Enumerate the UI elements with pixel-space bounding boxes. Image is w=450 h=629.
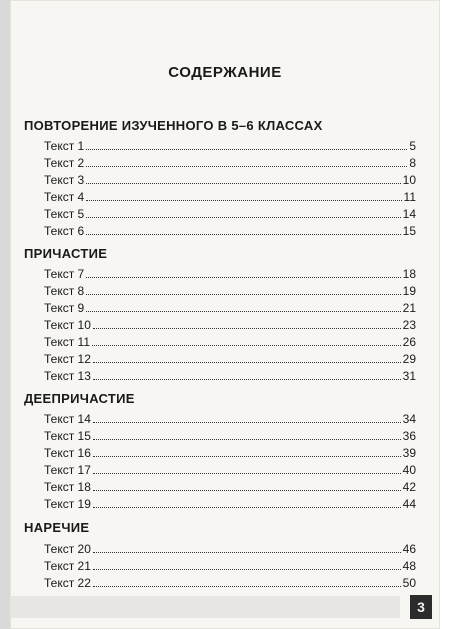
- dot-leader: [86, 276, 400, 278]
- dot-leader: [93, 378, 401, 380]
- toc-entry[interactable]: [44, 495, 416, 511]
- dot-leader: [86, 310, 400, 312]
- entry-page: 11: [403, 190, 416, 204]
- page-left-edge: [0, 0, 10, 629]
- entry-page: 36: [402, 429, 416, 443]
- entry-label: Текст 8: [44, 284, 85, 298]
- entry-label: Текст 11: [44, 335, 91, 349]
- entry-page: 44: [402, 497, 416, 511]
- entry-label: Текст 15: [44, 429, 91, 443]
- toc-entry[interactable]: [44, 410, 416, 426]
- toc-entry[interactable]: [44, 444, 416, 460]
- toc-entry[interactable]: [44, 540, 416, 556]
- entry-label: Текст 4: [44, 190, 85, 204]
- toc-entry[interactable]: [44, 154, 416, 170]
- dot-leader: [93, 455, 401, 457]
- toc-entry[interactable]: [44, 478, 416, 494]
- entry-label: Текст 17: [44, 463, 91, 477]
- page-title: СОДЕРЖАНИЕ: [168, 64, 282, 81]
- entry-label: Текст 5: [44, 207, 85, 221]
- toc-entry[interactable]: [44, 316, 416, 332]
- entry-label: Текст 22: [44, 576, 91, 590]
- toc-entry[interactable]: [44, 367, 416, 383]
- entry-page: 34: [402, 412, 416, 426]
- bottom-band: [10, 596, 400, 618]
- entry-page: 8: [409, 156, 416, 170]
- page-number: 3: [410, 595, 432, 619]
- entry-page: 42: [402, 480, 416, 494]
- toc-entry[interactable]: [44, 282, 416, 298]
- toc-entry[interactable]: [44, 137, 416, 153]
- entry-page: 29: [402, 352, 416, 366]
- entry-label: Текст 3: [44, 173, 85, 187]
- entry-page: 31: [402, 369, 416, 383]
- dot-leader: [86, 293, 400, 295]
- dot-leader: [93, 506, 401, 508]
- toc-entry[interactable]: [44, 222, 416, 238]
- toc-entry[interactable]: [44, 188, 416, 204]
- section-title: НАРЕЧИЕ: [24, 520, 90, 535]
- entry-label: Текст 14: [44, 412, 91, 426]
- toc-entry[interactable]: [44, 299, 416, 315]
- dot-leader: [93, 585, 401, 587]
- entry-label: Текст 20: [44, 542, 91, 556]
- dot-leader: [86, 233, 400, 235]
- entry-page: 14: [402, 207, 416, 221]
- dot-leader: [86, 182, 400, 184]
- dot-leader: [93, 551, 401, 553]
- entry-label: Текст 19: [44, 497, 91, 511]
- section-title: ДЕЕПРИЧАСТИЕ: [24, 391, 135, 406]
- entry-label: Текст 1: [44, 139, 85, 153]
- dot-leader: [93, 327, 401, 329]
- toc-entry[interactable]: [44, 574, 416, 590]
- entry-page: 48: [402, 559, 416, 573]
- entry-page: 39: [402, 446, 416, 460]
- entry-label: Текст 2: [44, 156, 85, 170]
- entry-label: Текст 18: [44, 480, 91, 494]
- dot-leader: [93, 361, 401, 363]
- toc-entry[interactable]: [44, 333, 416, 349]
- entry-page: 50: [402, 576, 416, 590]
- section-title: ПРИЧАСТИЕ: [24, 246, 108, 261]
- entry-page: 19: [402, 284, 416, 298]
- entry-page: 15: [402, 224, 416, 238]
- entry-label: Текст 13: [44, 369, 91, 383]
- toc-entry[interactable]: [44, 205, 416, 221]
- dot-leader: [93, 438, 401, 440]
- toc-entry[interactable]: [44, 461, 416, 477]
- entry-page: 10: [402, 173, 416, 187]
- entry-page: 23: [402, 318, 416, 332]
- dot-leader: [93, 472, 401, 474]
- section-title: ПОВТОРЕНИЕ ИЗУЧЕННОГО В 5–6 КЛАССАХ: [24, 118, 323, 133]
- entry-label: Текст 21: [44, 559, 91, 573]
- dot-leader: [93, 568, 401, 570]
- dot-leader: [92, 344, 401, 346]
- entry-label: Текст 12: [44, 352, 91, 366]
- entry-page: 46: [402, 542, 416, 556]
- dot-leader: [86, 216, 400, 218]
- entry-page: 40: [402, 463, 416, 477]
- toc-entry[interactable]: [44, 265, 416, 281]
- toc-entry[interactable]: [44, 350, 416, 366]
- dot-leader: [86, 165, 407, 167]
- entry-label: Текст 16: [44, 446, 91, 460]
- entry-page: 5: [409, 139, 416, 153]
- entry-page: 26: [402, 335, 416, 349]
- dot-leader: [86, 199, 401, 201]
- entry-page: 18: [402, 267, 416, 281]
- entry-label: Текст 9: [44, 301, 85, 315]
- toc-entry[interactable]: [44, 427, 416, 443]
- entry-page: 21: [402, 301, 416, 315]
- dot-leader: [86, 148, 407, 150]
- entry-label: Текст 7: [44, 267, 85, 281]
- toc-entry[interactable]: [44, 557, 416, 573]
- dot-leader: [93, 421, 401, 423]
- toc-entry[interactable]: [44, 171, 416, 187]
- dot-leader: [93, 489, 401, 491]
- entry-label: Текст 6: [44, 224, 85, 238]
- entry-label: Текст 10: [44, 318, 91, 332]
